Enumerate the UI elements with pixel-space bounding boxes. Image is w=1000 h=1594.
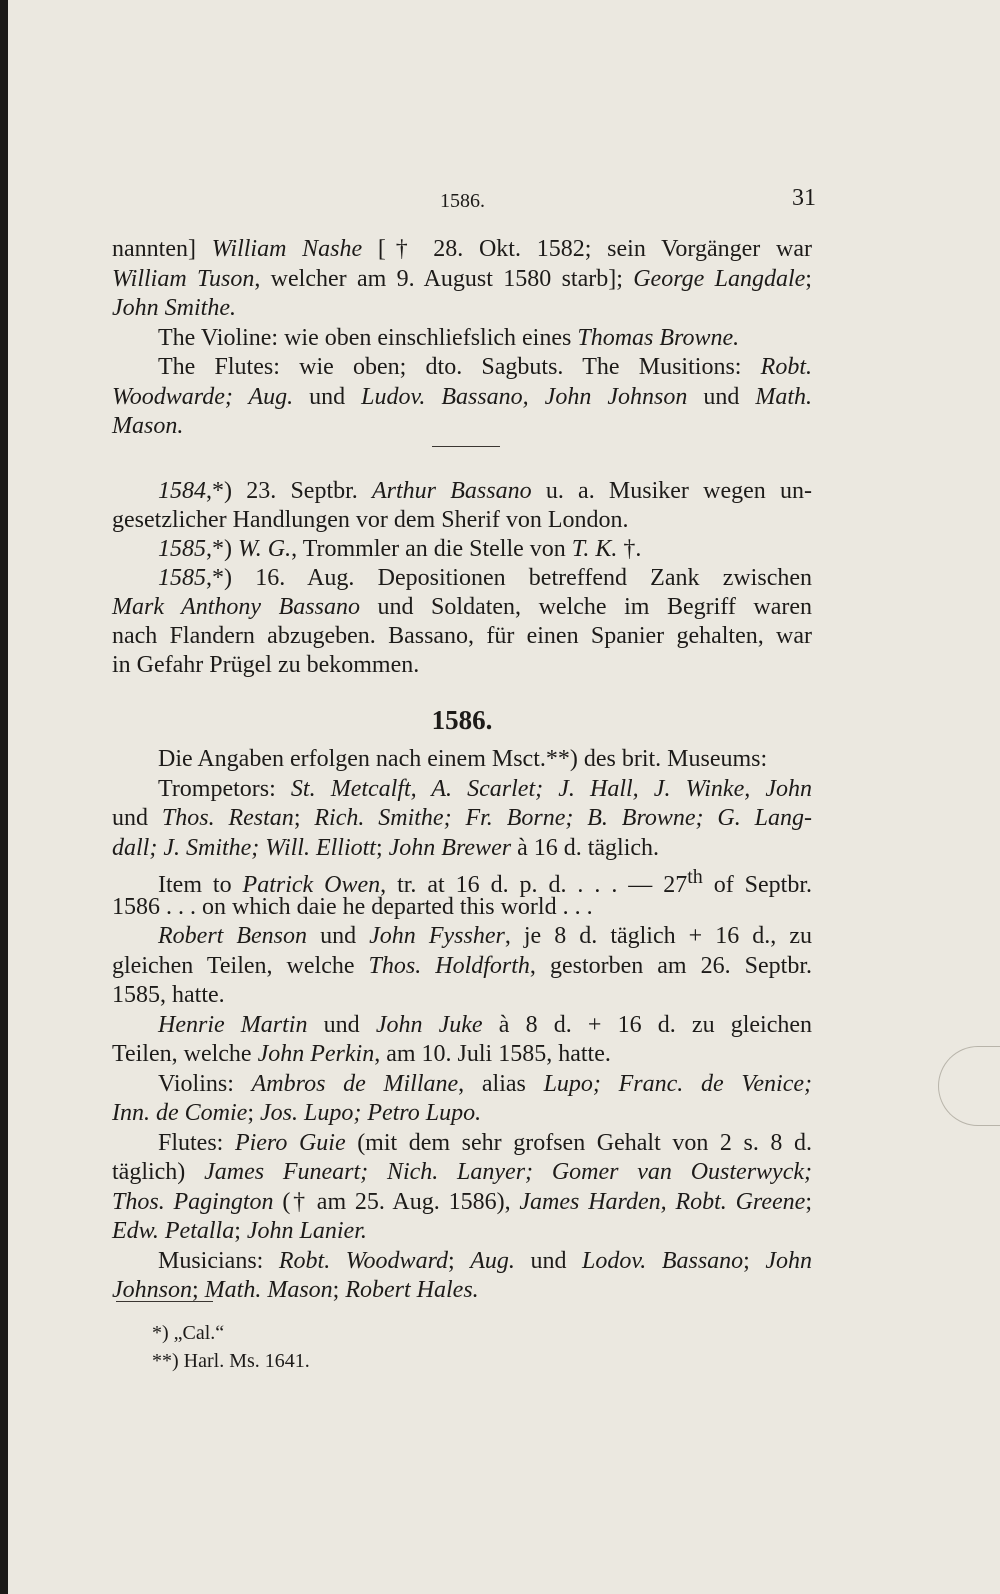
italic-run: Math. Mason xyxy=(204,1277,333,1303)
text-run: ; xyxy=(743,1247,766,1274)
superscript: th xyxy=(687,866,703,888)
text-line xyxy=(112,1070,812,1098)
text-run: , Trommler an die Stelle von xyxy=(291,536,572,562)
italic-run: Johnson xyxy=(112,1277,192,1303)
text-run: ; xyxy=(805,1188,812,1215)
text-line xyxy=(112,922,812,950)
text-line xyxy=(112,1188,812,1216)
text-run: und xyxy=(687,383,756,410)
text-run: Teilen, welche xyxy=(112,1041,258,1067)
italic-run: John Smithe. xyxy=(112,295,236,321)
text-run: à 16 d. täglich. xyxy=(511,834,660,861)
page-number: 31 xyxy=(792,185,816,211)
text-line xyxy=(112,1040,812,1068)
text-run: ; xyxy=(293,805,315,831)
italic-run: Lupo; Franc. de Venice; xyxy=(543,1070,812,1097)
text-line xyxy=(112,593,812,621)
text-line xyxy=(112,324,812,352)
text-run: , welcher am 9. August 1580 starb]; xyxy=(254,265,634,292)
italic-run: Thos. Pagington xyxy=(112,1188,274,1215)
footnote-2: **) Harl. Ms. 1641. xyxy=(152,1350,310,1372)
text-run: ,*) 23. Septbr. xyxy=(206,478,373,504)
text-run: nannten] xyxy=(112,236,212,262)
text-line xyxy=(112,804,812,832)
text-run: täglich) xyxy=(112,1159,205,1185)
italic-run: Piero Guie xyxy=(234,1129,346,1156)
text-run: gleichen Teilen, welche xyxy=(112,952,369,979)
footnote-1: *) „Cal.“ xyxy=(152,1322,225,1344)
italic-run: Robert Benson xyxy=(158,923,308,949)
text-line xyxy=(112,412,812,440)
text-run: [† 28. Okt. 1582; sein Vorgänger war xyxy=(362,236,812,262)
text-line xyxy=(112,622,812,650)
text-run: und xyxy=(112,805,162,831)
text-line xyxy=(112,981,812,1009)
italic-run: Lodov. Bassano xyxy=(582,1247,744,1274)
text-run: gesetzlicher Handlungen vor dem Sherif von London. xyxy=(112,507,629,533)
italic-run: Rich. Smithe; Fr. Borne; B. Browne; G. Lang- xyxy=(314,805,813,831)
section-heading: 1586. xyxy=(431,705,493,735)
text-run: The Flutes: wie oben; dto. Sagbuts. The Musitions: xyxy=(158,354,761,380)
text-run: in Gefahr Prügel zu bekommen. xyxy=(112,652,420,678)
text-run: ; xyxy=(805,265,812,292)
text-run: ; xyxy=(448,1247,471,1274)
italic-run: Thos. Restan xyxy=(161,805,294,831)
text-run: Musicians: xyxy=(158,1247,279,1274)
italic-run: Ambros de Millane xyxy=(251,1070,459,1097)
italic-run: 1585 xyxy=(158,565,206,591)
text-line xyxy=(112,1129,812,1157)
text-run: und xyxy=(307,923,370,949)
text-line xyxy=(112,893,812,921)
text-run: ,*) 16. Aug. Depositionen betreffend Zank zwischen xyxy=(206,565,812,591)
italic-run: dall; J. Smithe; Will. Elliott xyxy=(112,834,376,861)
italic-run: John Brewer xyxy=(388,834,512,861)
italic-run: Robt. xyxy=(760,354,812,380)
text-run: und Soldaten, welche im Begriff waren xyxy=(359,594,813,620)
italic-run: Thos. Holdforth xyxy=(368,952,530,979)
italic-run: John Juke xyxy=(375,1011,483,1038)
text-run: à 8 d. + 16 d. zu gleichen xyxy=(482,1011,813,1038)
text-run: u. a. Musiker wegen un- xyxy=(531,478,812,504)
text-line xyxy=(112,952,812,980)
text-run: 1585, hatte. xyxy=(112,982,225,1008)
text-run: 1586 . . . on which daie he departed this world . . . xyxy=(112,893,593,920)
italic-run: James Funeart; Nich. Lanyer; Gomer van Ousterwyck; xyxy=(204,1159,812,1185)
italic-run: Robert Hales. xyxy=(345,1277,479,1303)
italic-run: John xyxy=(765,1247,813,1274)
italic-run: St. Metcalft, A. Scarlet; J. Hall, J. Winke, John xyxy=(290,775,812,802)
text-run: Die Angaben erfolgen nach einem Msct.**) des brit. Museums: xyxy=(158,746,768,772)
text-line xyxy=(112,651,812,679)
italic-run: 1585 xyxy=(158,536,206,562)
text-run: The Violine: wie oben einschliefslich eines xyxy=(158,324,578,351)
text-line xyxy=(112,294,812,322)
text-run: of Septbr. xyxy=(702,872,813,898)
text-line xyxy=(112,745,812,773)
text-line xyxy=(112,506,812,534)
italic-run: T. K. xyxy=(571,536,618,562)
italic-run: 1584 xyxy=(158,478,206,504)
italic-run: William Tuson xyxy=(112,265,255,292)
text-line xyxy=(112,477,812,505)
text-run: †. xyxy=(617,536,642,562)
text-run: und xyxy=(514,1247,583,1274)
text-run: und xyxy=(293,383,362,410)
text-run: ; xyxy=(234,1218,247,1244)
text-run: (mit dem sehr grofsen Gehalt von 2 s. 8 d. xyxy=(345,1129,813,1156)
text-line xyxy=(112,1247,812,1275)
italic-run: Inn. de Comie xyxy=(112,1100,248,1126)
italic-run: Robt. Woodward xyxy=(278,1247,449,1274)
text-run: († am 25. Aug. 1586), xyxy=(273,1188,520,1215)
paper-clip-mark xyxy=(938,1046,1000,1126)
italic-run: Ludov. Bassano, John Johnson xyxy=(361,383,688,410)
text-run: ,*) xyxy=(206,536,238,562)
text-line xyxy=(112,383,812,411)
text-line xyxy=(112,1011,812,1039)
italic-run: Henrie Martin xyxy=(158,1011,308,1038)
text-run: ; xyxy=(375,834,389,861)
text-run: Violins: xyxy=(158,1070,252,1097)
italic-run: Math. xyxy=(755,383,812,410)
text-run: , gestorben am 26. Septbr. xyxy=(529,952,812,979)
text-run: Item to xyxy=(158,872,243,898)
italic-run: Thomas Browne. xyxy=(577,324,740,351)
italic-run: Patrick Owen xyxy=(242,872,381,898)
italic-run: George Langdale xyxy=(633,265,806,292)
italic-run: Edw. Petalla xyxy=(112,1218,235,1244)
italic-run: Arthur Bassano xyxy=(372,478,532,504)
text-run: ; xyxy=(247,1100,260,1126)
text-run: ; xyxy=(192,1277,205,1303)
text-run: Flutes: xyxy=(158,1129,235,1156)
text-line xyxy=(112,564,812,592)
text-run: , am 10. Juli 1585, hatte. xyxy=(374,1041,611,1067)
text-line xyxy=(112,1099,812,1127)
italic-run: William Nashe xyxy=(211,236,363,262)
text-line xyxy=(112,834,812,862)
italic-run: Mark Anthony Bassano xyxy=(112,594,360,620)
text-run: , alias xyxy=(458,1070,544,1097)
text-line xyxy=(112,265,812,293)
footnote-rule xyxy=(116,1301,213,1302)
text-line xyxy=(112,1276,812,1304)
text-run: ; xyxy=(332,1277,346,1303)
italic-run: Aug. xyxy=(470,1247,515,1274)
italic-run: John Perkin xyxy=(257,1041,375,1067)
italic-run: John Fyssher xyxy=(369,923,505,949)
text-run: nach Flandern abzugeben. Bassano, für einen Spanier gehalten, war xyxy=(112,623,812,649)
text-line xyxy=(112,775,812,803)
book-page xyxy=(8,0,1000,1594)
text-run: , tr. at 16 d. p. d. . . . — 27 xyxy=(380,872,688,898)
text-line xyxy=(112,353,812,381)
running-head-year: 1586. xyxy=(440,190,485,212)
italic-run: John Lanier. xyxy=(246,1218,367,1244)
text-run: Trompetors: xyxy=(158,775,291,802)
text-line xyxy=(112,1217,812,1245)
text-run: und xyxy=(307,1011,376,1038)
section-divider xyxy=(432,446,500,447)
text-line xyxy=(112,1158,812,1186)
italic-run: Jos. Lupo; Petro Lupo. xyxy=(259,1100,482,1126)
italic-run: James Harden, Robt. Greene xyxy=(519,1188,806,1215)
text-line xyxy=(112,235,812,263)
text-run: , je 8 d. täglich + 16 d., zu xyxy=(504,923,812,949)
italic-run: W. G. xyxy=(238,536,292,562)
text-line xyxy=(112,535,812,563)
italic-run: Woodwarde; Aug. xyxy=(112,383,294,410)
italic-run: Mason. xyxy=(112,413,184,439)
